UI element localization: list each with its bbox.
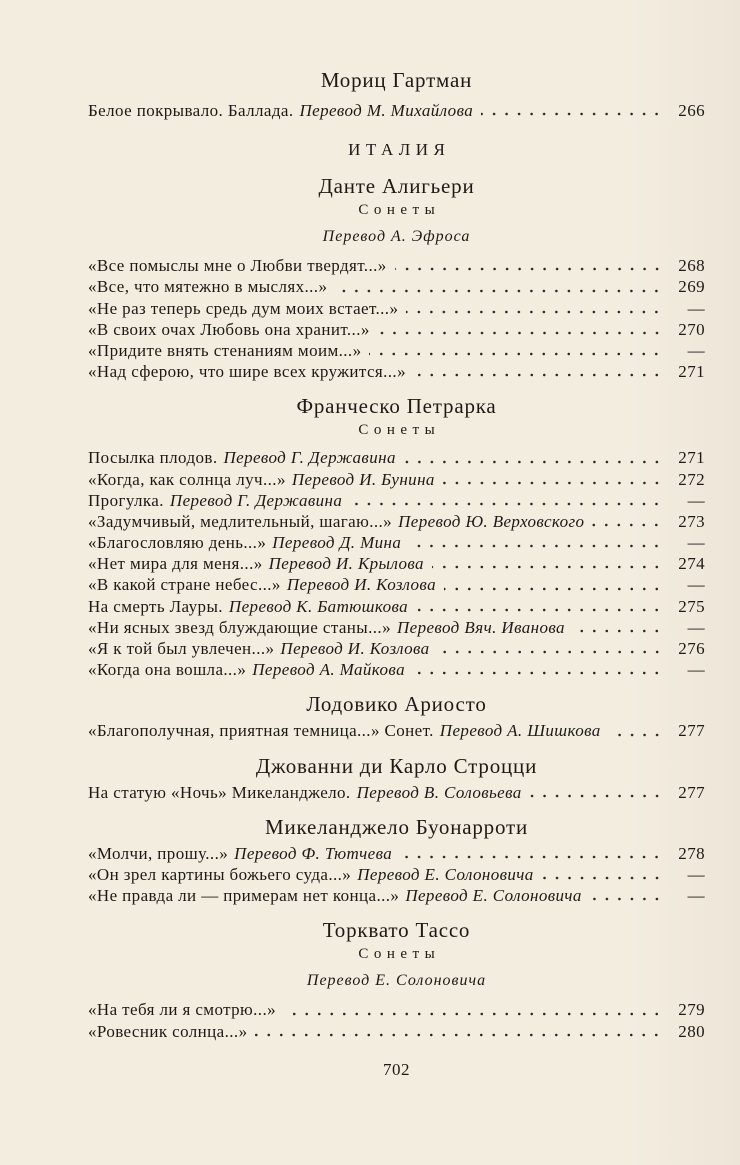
page-reference: 273: [678, 511, 705, 531]
entry-title: «Придите внять стенаниям моим...»: [88, 340, 362, 360]
toc-entry: [88, 617, 705, 638]
page-reference: 274: [678, 554, 705, 574]
entry-title: «Когда, как солнца луч...»: [88, 469, 286, 489]
entry-translator: Перевод Е. Солоновича: [405, 886, 582, 906]
page-reference: 271: [678, 448, 705, 468]
page-reference: —: [687, 575, 705, 595]
entry-title: «Все, что мятежно в мыслях...»: [88, 277, 328, 297]
author-heading: Торквато Тассо: [322, 918, 471, 943]
page-reference: 266: [678, 101, 705, 120]
page-reference: 272: [678, 469, 705, 489]
entry-title: «Молчи, прошу...»: [88, 843, 229, 863]
entry-title: «Над сферою, что шире всех кружится...»: [88, 362, 406, 382]
toc-entry: [88, 361, 705, 382]
dot-leader: [404, 447, 663, 468]
entry-title: «Нет мира для меня...»: [88, 554, 263, 574]
entry-translator: Перевод Вяч. Иванова: [396, 617, 565, 637]
dot-leader: [335, 276, 663, 297]
dot-leader: [590, 885, 663, 906]
dot-leader: [443, 469, 663, 490]
toc-entry: [88, 319, 705, 340]
dot-leader: [414, 361, 663, 382]
section-subtitle: Сонеты: [358, 422, 441, 439]
page-reference: —: [687, 533, 705, 553]
entry-title: Прогулка.: [88, 490, 164, 510]
entry-title: «Не раз теперь средь дум моих встает...»: [88, 298, 399, 318]
region-heading: ИТАЛИЯ: [348, 140, 451, 160]
author-section: [88, 394, 705, 680]
entry-title: «Ровесник солнца...»: [88, 1021, 248, 1041]
author-section: [88, 754, 705, 803]
author-heading: Джованни ди Карло Строцци: [255, 753, 538, 778]
entry-translator: Перевод И. Бунина: [291, 469, 435, 489]
entry-title: «В своих очах Любовь она хранит...»: [88, 319, 370, 339]
toc-entry: [88, 999, 705, 1020]
entry-list: [88, 782, 705, 803]
page-reference: —: [687, 864, 705, 884]
dot-leader: [592, 511, 663, 532]
entry-title: «На тебя ли я смотрю...»: [88, 1000, 277, 1020]
page-reference: 276: [678, 639, 705, 658]
toc-entry: [88, 100, 705, 121]
toc-entry: [88, 638, 705, 659]
entry-translator: Перевод М. Михайлова: [299, 101, 474, 120]
page-reference: 275: [678, 596, 705, 616]
author-section: [88, 68, 705, 121]
author-heading: Лодовико Ариосто: [306, 692, 487, 717]
section-group: [88, 68, 705, 121]
dot-leader: [609, 720, 663, 741]
toc-entry: [88, 447, 705, 468]
dot-leader: [406, 298, 663, 319]
page-reference: 279: [678, 1000, 705, 1020]
toc-entry: [88, 843, 705, 864]
entry-list: [88, 447, 705, 680]
page-reference: 278: [678, 843, 705, 863]
entry-translator: Перевод К. Батюшкова: [228, 596, 409, 616]
toc-entry: [88, 659, 705, 680]
dot-leader: [350, 490, 663, 511]
toc-entry: [88, 596, 705, 617]
entry-list: [88, 255, 705, 382]
entry-title: На смерть Лауры.: [88, 596, 223, 616]
toc-entry: [88, 340, 705, 361]
entry-translator: Перевод Ф. Тютчева: [234, 843, 393, 863]
author-section: [88, 918, 705, 1041]
entry-translator: Перевод И. Крылова: [268, 554, 424, 574]
dot-leader: [481, 100, 663, 121]
author-section: [88, 692, 705, 741]
page-reference: 277: [678, 721, 705, 741]
page-reference: —: [687, 490, 705, 510]
dot-leader: [530, 782, 663, 803]
entry-translator: Перевод Ю. Верховского: [398, 511, 585, 531]
toc-entry: [88, 255, 705, 276]
dot-leader: [409, 532, 663, 553]
toc-entry: [88, 864, 705, 885]
entry-title: «В какой стране небес...»: [88, 575, 281, 595]
toc-entry: [88, 1021, 705, 1042]
author-section: [88, 815, 705, 907]
entry-translator: Перевод Г. Державина: [169, 490, 343, 510]
author-heading: Данте Алигьери: [318, 174, 475, 199]
section-subtitle: Сонеты: [358, 946, 441, 963]
toc-entry: [88, 511, 705, 532]
entry-title: «Благословляю день...»: [88, 533, 267, 553]
author-heading: Микеланджело Буонарроти: [264, 814, 529, 839]
page-reference: 280: [678, 1021, 705, 1041]
entry-translator: Перевод И. Козлова: [286, 575, 436, 595]
entry-title: «Благополучная, приятная темница...» Сонет.: [88, 721, 434, 741]
dot-leader: [255, 1021, 663, 1042]
dot-leader: [438, 638, 663, 659]
section-subtitle: Сонеты: [358, 202, 441, 219]
author-heading: Мориц Гартман: [320, 68, 473, 92]
entry-translator: Перевод Г. Державина: [223, 448, 396, 468]
entry-list: [88, 843, 705, 907]
entry-translator: Перевод А. Майкова: [252, 660, 405, 680]
dot-leader: [413, 659, 663, 680]
toc-entry: [88, 553, 705, 574]
entry-title: «Когда она вошла...»: [88, 660, 247, 680]
entry-title: Посылка плодов.: [88, 448, 218, 468]
page-number: 702: [383, 1060, 410, 1079]
dot-leader: [284, 999, 663, 1020]
entry-title: Белое покрывало. Баллада.: [88, 101, 294, 120]
toc-entry: [88, 574, 705, 595]
entry-list: [88, 100, 705, 121]
toc-entry: [88, 885, 705, 906]
page-reference: —: [687, 886, 705, 906]
dot-leader: [395, 255, 663, 276]
dot-leader: [400, 843, 663, 864]
toc-entry: [88, 298, 705, 319]
page-reference: —: [687, 298, 705, 318]
author-heading: Франческо Петрарка: [296, 394, 497, 419]
entry-translator: Перевод И. Козлова: [280, 639, 430, 658]
entry-translator: Перевод А. Шишкова: [439, 721, 601, 741]
page-reference: —: [687, 340, 705, 360]
dot-leader: [378, 319, 663, 340]
entry-translator: Перевод Д. Мина: [272, 533, 402, 553]
page-reference: 268: [678, 256, 705, 276]
dot-leader: [432, 553, 663, 574]
toc-entry: [88, 276, 705, 297]
section-translator: Перевод Е. Солоновича: [306, 972, 487, 990]
table-of-contents: [88, 0, 705, 1165]
dot-leader: [444, 574, 663, 595]
toc-entry: [88, 720, 705, 741]
page-reference: —: [687, 660, 705, 680]
author-section: [88, 174, 705, 382]
entry-list: [88, 999, 705, 1041]
entry-title: «Он зрел картины божьего суда...»: [88, 864, 352, 884]
dot-leader: [416, 596, 663, 617]
page-reference: 269: [678, 277, 705, 297]
entry-title: «Я к той был увлечен...»: [88, 639, 275, 658]
dot-leader: [542, 864, 663, 885]
entry-title: «Задумчивый, медлительный, шагаю...»: [88, 511, 393, 531]
toc-entry: [88, 490, 705, 511]
entry-translator: Перевод В. Соловьева: [356, 782, 522, 802]
page-reference: 270: [678, 319, 705, 339]
entry-title: «Ни ясных звезд блуждающие станы...»: [88, 617, 391, 637]
section-translator: Перевод А. Эфроса: [322, 228, 471, 246]
toc-entry: [88, 782, 705, 803]
page-reference: —: [687, 617, 705, 637]
toc-entry: [88, 532, 705, 553]
section-group: [88, 174, 705, 1042]
entry-title: «Не правда ли — примерам нет конца...»: [88, 886, 400, 906]
toc-entry: [88, 469, 705, 490]
page-reference: 271: [678, 362, 705, 382]
dot-leader: [369, 340, 663, 361]
entry-title: «Все помыслы мне о Любви твердят...»: [88, 256, 387, 276]
page-reference: 277: [678, 782, 705, 802]
dot-leader: [573, 617, 663, 638]
entry-title: На статую «Ночь» Микеланджело.: [88, 782, 351, 802]
entry-translator: Перевод Е. Солоновича: [357, 864, 534, 884]
entry-list: [88, 720, 705, 741]
